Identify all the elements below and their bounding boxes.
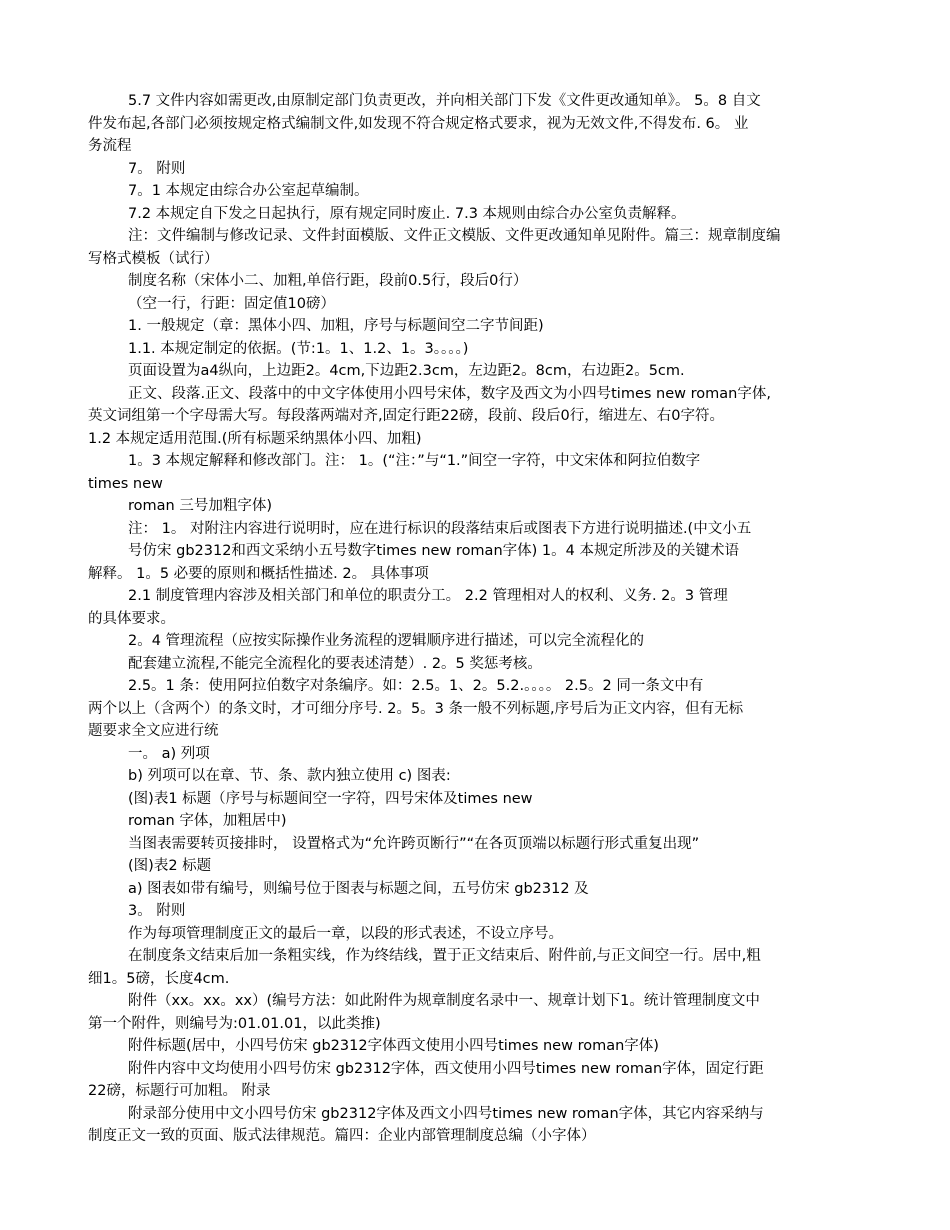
text-line: 制度名称（宋体小二、加粗,单倍行距，段前0.5行，段后0行） xyxy=(128,273,528,289)
text-line: 1。3 本规定解释和修改部门。注： 1。(“注：”与“1.”间空一字符，中文宋体和阿拉伯数字 xyxy=(128,453,701,469)
text-line: 注：文件编制与修改记录、文件封面模版、文件正文模版、文件更改通知单见附件。篇三：规章制度编 xyxy=(128,228,781,244)
text-line: 题要求全文应进行统 xyxy=(88,723,219,739)
text-line: 写格式模板（试行） xyxy=(88,250,219,267)
text-line: 第一个附件，则编号为:01.01.01，以此类推) xyxy=(88,1015,381,1032)
text-line: 英文词组第一个字母需大写。每段落两端对齐,固定行距22磅，段前、段后0行，缩进左、右0字符。 xyxy=(88,408,725,424)
text-line: 2。4 管理流程（应按实际操作业务流程的逻辑顺序进行描述，可以完全流程化的 xyxy=(128,633,645,649)
text-line: 作为每项管理制度正文的最后一章，以段的形式表述，不设立序号。 xyxy=(128,925,563,942)
text-line: 解释。 1。5 必要的原则和概括性描述. 2。 具体事项 xyxy=(88,565,429,582)
text-line: (图)表1 标题（序号与标题间空一字符，四号宋体及times new xyxy=(128,790,533,807)
document-body xyxy=(88,90,863,1148)
text-line: 5.7 文件内容如需更改,由原制定部门负责更改，并向相关部门下发《文件更改通知单》。 5。8 自文 xyxy=(128,93,761,109)
text-line: 的具体要求。 xyxy=(88,610,175,627)
text-line: 制度正文一致的页面、版式法律规范。篇四：企业内部管理制度总编（小字体） xyxy=(88,1128,596,1144)
text-line: 当图表需要转页接排时， 设置格式为“允许跨页断行”“在各页顶端以标题行形式重复出现” xyxy=(128,835,700,852)
text-line: 2.1 制度管理内容涉及相关部门和单位的职责分工。 2.2 管理相对人的权利、义务. 2。3 管理 xyxy=(128,588,728,604)
text-line: a) 图表如带有编号，则编号位于图表与标题之间，五号仿宋 gb2312 及 xyxy=(128,880,589,897)
text-line: 附件（xx。xx。xx）(编号方法：如此附件为规章制度名录中一、规章计划下1。统计管理制度文中 xyxy=(128,993,760,1009)
text-line: 附录部分使用中文小四号仿宋 gb2312字体及西文小四号times new roman字体，其它内容采纳与 xyxy=(128,1105,764,1122)
text-line: roman 三号加粗字体) xyxy=(128,498,272,514)
text-line: 7.2 本规定自下发之日起执行，原有规定同时废止. 7.3 本规则由综合办公室负责解释。 xyxy=(128,205,686,222)
text-line: 1.2 本规定适用范围.(所有标题采纳黑体小四、加粗) xyxy=(88,430,422,447)
text-line: 务流程 xyxy=(88,138,132,154)
text-line: roman 字体，加粗居中) xyxy=(128,813,287,829)
text-line: 页面设置为a4纵向，上边距2。4cm,下边距2.3cm，左边距2。8cm，右边距2。5cm. xyxy=(128,363,685,379)
text-line: 附件内容中文均使用小四号仿宋 gb2312字体，西文使用小四号times new roman字体，固定行距 xyxy=(128,1060,764,1077)
text-line: 一。 a) 列项 xyxy=(128,745,210,762)
text-line: 在制度条文结束后加一条粗实线，作为终结线，置于正文结束后、附件前,与正文间空一行。居中,粗 xyxy=(128,948,761,964)
text-line: times new xyxy=(88,475,163,492)
text-line: 7。1 本规定由综合办公室起草编制。 xyxy=(128,183,369,199)
text-line: 正文、段落.正文、段落中的中文字体使用小四号宋体，数字及西文为小四号times new roman字体, xyxy=(128,385,771,402)
text-line: 细1。5磅，长度4cm. xyxy=(88,970,230,987)
text-line: 两个以上（含两个）的条文时，才可细分序号. 2。5。3 条一般不列标题,序号后为正文内容，但有无标 xyxy=(88,700,744,717)
text-line: 1.1. 本规定制定的依据。(节:1。1、1.2、1。3。。。。) xyxy=(128,340,469,357)
text-line: 附件标题(居中，小四号仿宋 gb2312字体西文使用小四号times new roman字体) xyxy=(128,1038,659,1054)
text-line: 注： 1。 对附注内容进行说明时，应在进行标识的段落结束后或图表下方进行说明描述.(中文小五 xyxy=(128,520,752,537)
text-line: 2.5。1 条：使用阿拉伯数字对条编序。如：2.5。1、2。5.2.。。。。 2.5。2 同一条文中有 xyxy=(128,678,704,694)
text-line: 1. 一般规定（章：黑体小四、加粗，序号与标题间空二字节间距) xyxy=(128,318,544,334)
text-line: 22磅，标题行可加粗。 附录 xyxy=(88,1083,271,1099)
text-line: (图)表2 标题 xyxy=(128,858,212,874)
text-line: 配套建立流程,不能完全流程化的要表述清楚）. 2。5 奖惩考核。 xyxy=(128,655,542,672)
text-line: 件发布起,各部门必须按规定格式编制文件,如发现不符合规定格式要求，视为无效文件,不得发布. 6。 业 xyxy=(88,115,749,132)
text-line: 7。 附则 xyxy=(128,160,186,177)
text-line: （空一行，行距：固定值10磅） xyxy=(128,295,335,312)
text-line: 号仿宋 gb2312和西文采纳小五号数字times new roman字体) 1。4 本规定所涉及的关键术语 xyxy=(128,543,739,559)
text-line: b) 列项可以在章、节、条、款内独立使用 c) 图表: xyxy=(128,768,451,784)
text-line: 3。 附则 xyxy=(128,903,186,919)
